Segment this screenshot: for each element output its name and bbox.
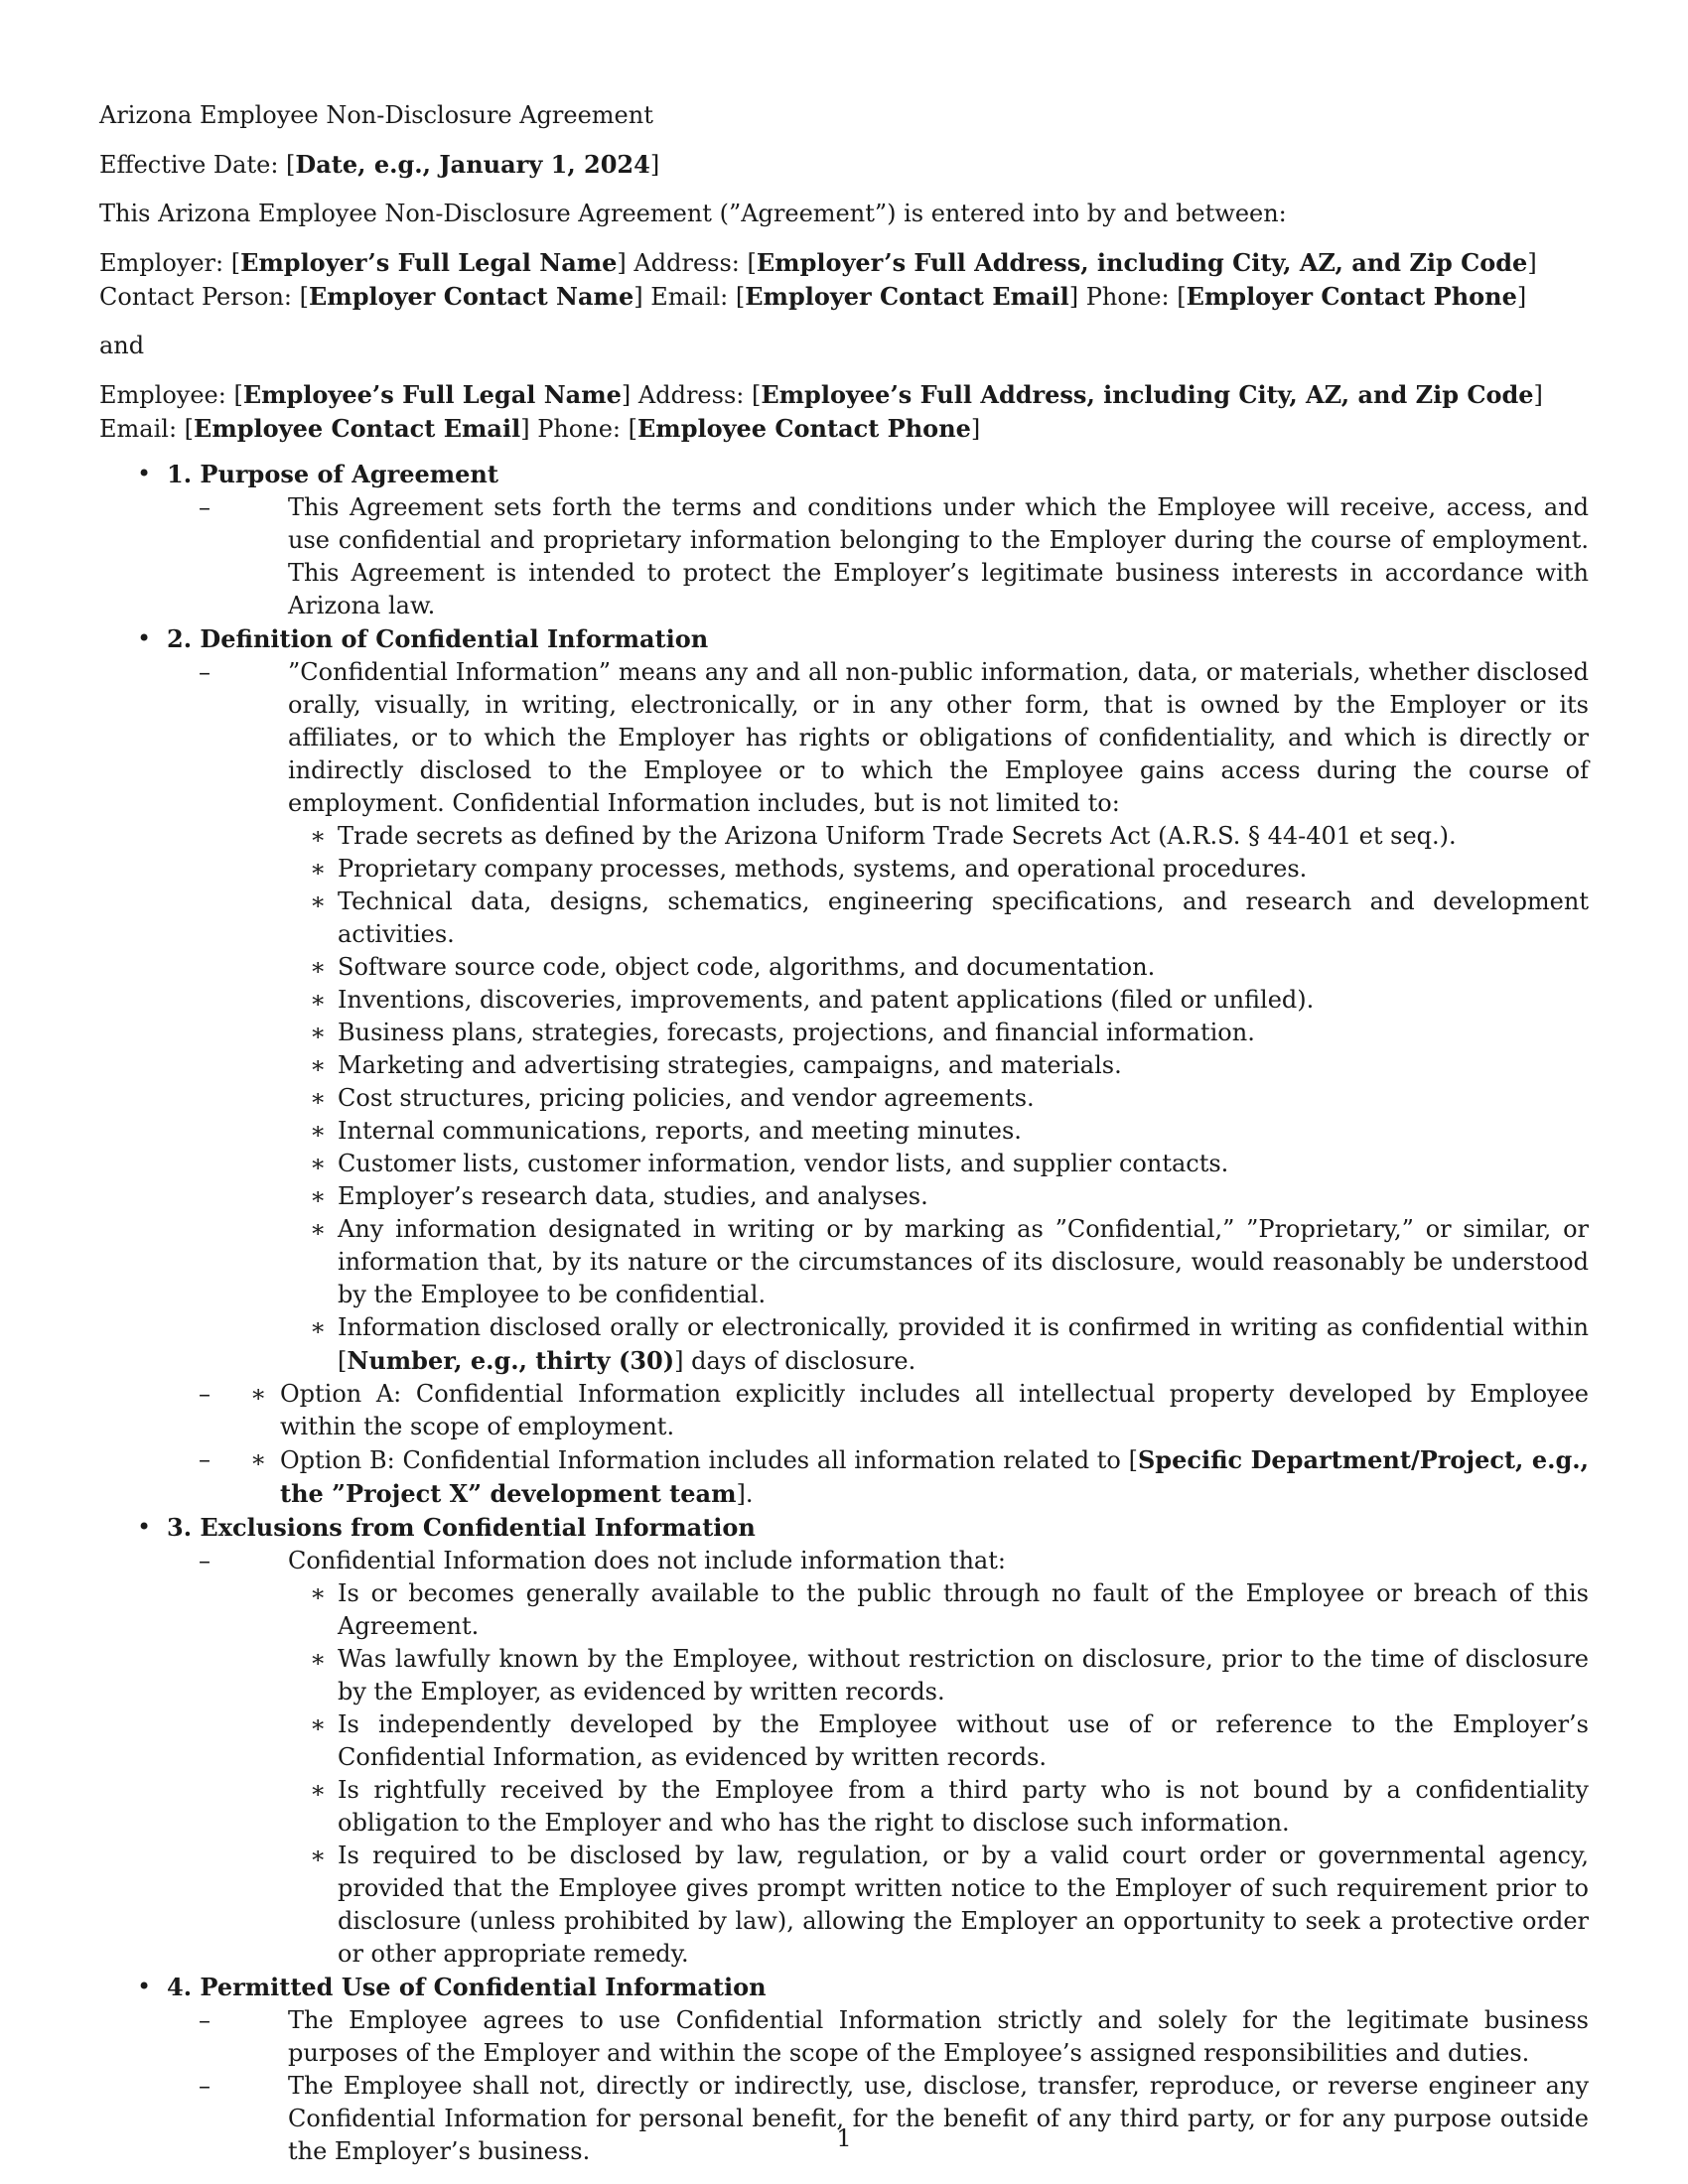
- star-icon: ∗: [310, 1313, 327, 1341]
- employer-name: Employer’s Full Legal Name: [240, 248, 618, 277]
- star-icon: ∗: [310, 855, 327, 883]
- bullet-icon: •: [137, 460, 152, 487]
- list-item: ∗ Is rightfully received by the Employee from a third party who is not bound by a confidentiality obligation to the Employer and who has the right to disclose such information.: [310, 1776, 1589, 1837]
- employee-email: Employee Contact Email: [194, 414, 521, 443]
- star-icon: ∗: [310, 1182, 327, 1210]
- employee-address: Employee’s Full Address, including City, AZ, and Zip Code: [761, 380, 1534, 409]
- star-icon: ∗: [250, 1445, 267, 1473]
- section-1: [99, 458, 1589, 622]
- employer-email: Employer Contact Email: [745, 282, 1069, 311]
- section-title: 3. Exclusions from Confidential Information: [167, 1513, 756, 1542]
- star-icon: ∗: [310, 1150, 327, 1177]
- intro-paragraph: This Arizona Employee Non-Disclosure Agreement (”Agreement”) is entered into by and between:: [99, 200, 1287, 227]
- dash-icon: –: [199, 2006, 211, 2034]
- list-item: – The Employee shall not, directly or indirectly, use, disclose, transfer, reproduce, or reverse engineer any Confidential Information for personal benefit, for the benefit of any third party, or for any purpose outside the Employer’s business.: [199, 2072, 1589, 2165]
- list-item: ∗ Business plans, strategies, forecasts, projections, and financial information.: [288, 1017, 1589, 1049]
- list-item: ∗ Was lawfully known by the Employee, without restriction on disclosure, prior to the time of disclosure by the Employer, as evidenced by written records.: [310, 1645, 1589, 1706]
- star-icon: ∗: [310, 1215, 327, 1243]
- exclusions-list: [288, 1577, 1589, 1971]
- dash-icon: –: [199, 1547, 211, 1574]
- star-icon: ∗: [310, 1019, 327, 1046]
- dash-icon: –: [199, 2072, 211, 2100]
- effective-date-label: Effective Date:: [99, 151, 287, 179]
- bullet-icon: •: [137, 1513, 152, 1541]
- list-item: ∗ Marketing and advertising strategies, campaigns, and materials.: [288, 1049, 1589, 1082]
- option-b: – ∗ Option B: Confidential Information includes all information related to [Specific Department/Project, e.g., the ”Project X” development team].: [199, 1445, 1589, 1508]
- section-2: [99, 622, 1589, 1511]
- star-icon: ∗: [310, 1776, 327, 1804]
- list-item: – This Agreement sets forth the terms and conditions under which the Employee will receive, access, and use confidential and proprietary information belonging to the Employer during the course of employment. This Agreement is intended to protect the Employer’s legitimate business interests in accordance with Arizona law.: [199, 493, 1589, 619]
- list-item: ∗ Is required to be disclosed by law, regulation, or by a valid court order or governmental agency, provided that the Employee gives prompt written notice to the Employer of such requirement prior to disclosure (unless prohibited by law), allowing the Employer an opportunity to seek a protective order or other appropriate remedy.: [310, 1842, 1589, 1968]
- effective-date-line: Effective Date: [Date, e.g., January 1, 2024]: [99, 150, 660, 179]
- bullet-icon: •: [137, 1973, 152, 2000]
- list-item: ∗ Employer’s research data, studies, and analyses.: [288, 1180, 1589, 1213]
- document-body: [99, 99, 1589, 2168]
- star-icon: ∗: [310, 1645, 327, 1673]
- list-item: ∗ Technical data, designs, schematics, engineering specifications, and research and development activities.: [310, 887, 1589, 948]
- star-icon: ∗: [310, 1842, 327, 1869]
- dash-icon: –: [199, 1445, 211, 1473]
- list-item: ∗ Information disclosed orally or electronically, provided it is confirmed in writing as confidential within [Number, e.g., thirty (30)] days of disclosure.: [310, 1313, 1589, 1375]
- star-icon: ∗: [250, 1380, 267, 1408]
- star-icon: ∗: [310, 1710, 327, 1738]
- employee-block: Employee: [Employee’s Full Legal Name] Address: [Employee’s Full Address, including City, AZ, and Zip Code] Email: [Employee Contact Email] Phone: [Employee Contact Phone]: [99, 380, 1543, 443]
- list-item: ∗ Internal communications, reports, and meeting minutes.: [288, 1115, 1589, 1148]
- list-item: – ”Confidential Information” means any and all non-public information, data, or materials, whether disclosed orally, visually, in writing, electronically, or in any other form, that is owned by the Employer or its affiliates, or to which the Employer has rights or obligations of confidentiality, and which is directly or indirectly disclosed to the Employee or to which the Employee gains access during the course of employment. Confidential Information includes, but is not limited to: ∗ Trade secrets as defined by the Arizona Uniform Trade Secrets Act (A.R.S. § 44-401 et seq.). ∗ Proprietary company processes, methods, systems, and operational procedures. ∗ Technical data, designs, schematics, engineering specifications, and research and development activities. ∗ Software source code, object code, algorithms, and documentation. ∗ Inventions, discoveries, improvements, and patent applications (filed or unfiled). ∗ Business plans, strategies, forecasts, projections, and financial information. ∗ Marketing and advertising strategies, campaigns, and materials. ∗ Cost structures, pricing policies, and vendor agreements. ∗ Internal communications, reports, and meeting minutes. ∗ Customer lists, customer information, vendor lists, and supplier contacts. ∗ Employer’s research data, studies, and analyses. ∗ Any information designated in writing or by marking as ”Confidential,” ”Proprietary,” or similar, or information that, by its nature or the circumstances of its disclosure, would reasonably be understood by the Employee to be confidential. ∗ Information disclosed orally or electronically, provided it is confirmed in writing as confidential within [Number, e.g., thirty (30)] days of disclosure.: [99, 656, 1589, 1378]
- document-title: Arizona Employee Non-Disclosure Agreement: [99, 101, 653, 129]
- confidential-info-list: [288, 820, 1589, 1378]
- bracket: [: [286, 151, 296, 179]
- list-item: ∗ Is or becomes generally available to the public through no fault of the Employee or breach of this Agreement.: [310, 1579, 1589, 1640]
- employer-contact: Employer Contact Name: [309, 282, 634, 311]
- list-item: ∗ Is independently developed by the Employee without use of or reference to the Employer’s Confidential Information, as evidenced by written records.: [310, 1710, 1589, 1771]
- list-item: ∗ Software source code, object code, algorithms, and documentation.: [288, 951, 1589, 984]
- section-3: [99, 1511, 1589, 1971]
- list-item: ∗ Customer lists, customer information, vendor lists, and supplier contacts.: [288, 1148, 1589, 1180]
- star-icon: ∗: [310, 1051, 327, 1079]
- section-title: 1. Purpose of Agreement: [167, 460, 498, 488]
- list-item: ∗ Proprietary company processes, methods, systems, and operational procedures.: [288, 853, 1589, 886]
- star-icon: ∗: [310, 1579, 327, 1607]
- page-number: 1: [836, 2124, 852, 2152]
- employee-phone: Employee Contact Phone: [637, 414, 971, 443]
- star-icon: ∗: [310, 887, 327, 915]
- bullet-icon: •: [137, 624, 152, 652]
- list-item: ∗ Any information designated in writing or by marking as ”Confidential,” ”Proprietary,” or similar, or information that, by its nature or the circumstances of its disclosure, would reasonably be understood by the Employee to be confidential.: [310, 1215, 1589, 1308]
- employee-name: Employee’s Full Legal Name: [242, 380, 622, 409]
- option-a: – ∗ Option A: Confidential Information explicitly includes all intellectual property developed by Employee within the scope of employment.: [199, 1380, 1589, 1440]
- section-title: 4. Permitted Use of Confidential Information: [167, 1973, 767, 2001]
- list-item: ∗ Inventions, discoveries, improvements, and patent applications (filed or unfiled).: [288, 984, 1589, 1017]
- dash-icon: –: [199, 493, 211, 521]
- star-icon: ∗: [310, 822, 327, 850]
- effective-date-value: Date, e.g., January 1, 2024: [295, 150, 650, 179]
- star-icon: ∗: [310, 1117, 327, 1145]
- dash-icon: –: [199, 1380, 211, 1408]
- dash-icon: –: [199, 658, 211, 686]
- list-item: ∗ Cost structures, pricing policies, and vendor agreements.: [288, 1082, 1589, 1115]
- list-item: – Confidential Information does not include information that: ∗ Is or becomes generally available to the public through no fault of the Employee or breach of this Agreement. ∗ Was lawfully known by the Employee, without restriction on disclosure, prior to the time of disclosure by the Employer, as evidenced by written records. ∗ Is independently developed by the Employee without use of or reference to the Employer’s Confidential Information, as evidenced by written records. ∗ Is rightfully received by the Employee from a third party who is not bound by a confidentiality obligation to the Employer and who has the right to disclose such information. ∗ Is required to be disclosed by law, regulation, or by a valid court order or governmental agency, provided that the Employee gives prompt written notice to the Employer of such requirement prior to disclosure (unless prohibited by law), allowing the Employer an opportunity to seek a protective order or other appropriate remedy.: [99, 1545, 1589, 1971]
- section-title: 2. Definition of Confidential Information: [167, 624, 709, 653]
- sections-list: [99, 458, 1589, 2168]
- list-item: ∗ Trade secrets as defined by the Arizona Uniform Trade Secrets Act (A.R.S. § 44-401 et seq.).: [288, 820, 1589, 853]
- star-icon: ∗: [310, 1084, 327, 1112]
- employer-phone: Employer Contact Phone: [1186, 282, 1517, 311]
- employer-address: Employer’s Full Address, including City, AZ, and Zip Code: [756, 248, 1528, 277]
- star-icon: ∗: [310, 986, 327, 1014]
- star-icon: ∗: [310, 953, 327, 981]
- employer-block: Employer: [Employer’s Full Legal Name] Address: [Employer’s Full Address, including City, AZ, and Zip Code] Contact Person: [Employer Contact Name] Email: [Employer Contact Email] Phone: [Employer Contact Phone]: [99, 248, 1537, 311]
- list-item: – The Employee agrees to use Confidential Information strictly and solely for the legitimate business purposes of the Employer and within the scope of the Employee’s assigned responsibilities and duties.: [199, 2006, 1589, 2067]
- and-text: and: [99, 332, 145, 359]
